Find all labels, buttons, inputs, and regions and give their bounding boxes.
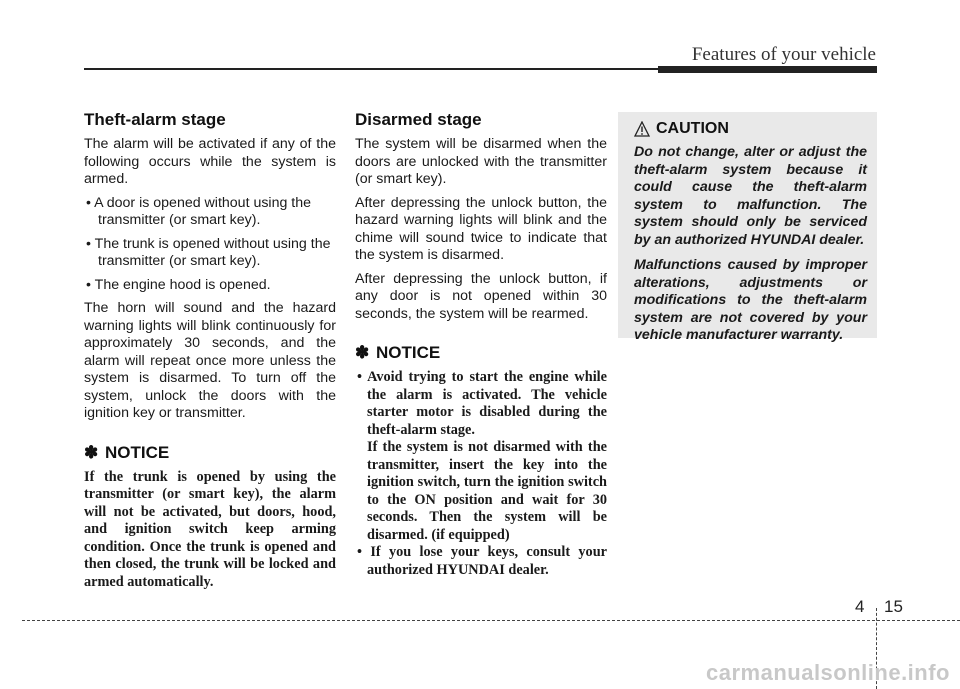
disarmed-heading: Disarmed stage bbox=[355, 110, 482, 129]
theft-alarm-body: The horn will sound and the hazard warning lights will blink continuously for approximately 30 seconds, and the alarm will repeat once more unless the system is disarmed. To turn off the system, unlock the doors with the ignition key or transmitter. bbox=[84, 300, 336, 421]
list-item bbox=[355, 369, 607, 544]
caution-title: CAUTION bbox=[656, 120, 729, 137]
theft-alarm-intro: The alarm will be activated if any of the following occurs while the system is armed. bbox=[84, 136, 336, 187]
watermark: carmanualsonline.info bbox=[706, 660, 950, 685]
caution-p2: Malfunctions caused by improper alterations, adjustments or modifications to the theft-alarm system are not covered by your vehicle manufacturer warranty. bbox=[634, 257, 867, 343]
disarmed-p1: The system will be disarmed when the doors are unlocked with the transmitter (or smart key). bbox=[355, 136, 607, 187]
theft-alarm-heading: Theft-alarm stage bbox=[84, 110, 226, 129]
page-number: 15 bbox=[884, 597, 903, 616]
list-item bbox=[355, 544, 607, 579]
notice-item-main: • If you lose your keys, consult your authorized HYUNDAI dealer. bbox=[357, 544, 607, 578]
notice-heading bbox=[84, 443, 336, 463]
disarmed-p2: After depressing the unlock button, the hazard warning lights will blink and the chime will sound twice to indicate that the system is disarmed. bbox=[355, 194, 607, 263]
header-bar bbox=[658, 66, 877, 73]
warning-triangle-icon bbox=[634, 121, 650, 137]
left-column bbox=[84, 110, 336, 591]
notice-item-main: • Avoid trying to start the engine while the alarm is activated. The vehicle starter motor is disabled during the theft-alarm stage. bbox=[357, 369, 607, 438]
footer-rule bbox=[22, 620, 960, 621]
notice-item-sub: If the system is not disarmed with the transmitter, insert the key into the ignition switch, turn the ignition switch to the ON position and wait for 30 seconds. Then the system will be disarmed. (if equipped) bbox=[367, 439, 607, 543]
list-item: • A door is opened without using the transmitter (or smart key). bbox=[86, 194, 312, 228]
notice-title: NOTICE bbox=[104, 442, 170, 462]
notice-star-icon: ✽ bbox=[84, 442, 99, 462]
chapter-number: 4 bbox=[855, 597, 865, 616]
notice-heading bbox=[355, 343, 607, 363]
caution-p1: Do not change, alter or adjust the theft-alarm system because it could cause the theft-alarm system to malfunction. The system should only be serviced by an authorized HYUNDAI dealer. bbox=[634, 144, 867, 248]
notice-title: NOTICE bbox=[375, 343, 441, 362]
caution-heading bbox=[634, 120, 867, 138]
notice-list bbox=[355, 369, 607, 579]
list-item: • The trunk is opened without using the transmitter (or smart key). bbox=[86, 235, 331, 269]
section-title: Features of your vehicle bbox=[691, 44, 876, 65]
caution-box bbox=[618, 112, 877, 343]
header-rule bbox=[84, 68, 660, 70]
notice-star-icon: ✽ bbox=[355, 343, 370, 362]
trigger-list bbox=[84, 195, 336, 295]
notice-text: If the trunk is opened by using the transmitter (or smart key), the alarm will not be activated, but doors, hood, and ignition switch keep arming condition. Once the trunk is opened and then closed, the trunk will be locked and armed automatically. bbox=[84, 468, 336, 590]
disarmed-p3: After depressing the unlock button, if any door is not opened within 30 seconds, the system will be rearmed. bbox=[355, 270, 607, 322]
list-item: • The engine hood is opened. bbox=[86, 276, 271, 293]
middle-column bbox=[355, 110, 607, 579]
